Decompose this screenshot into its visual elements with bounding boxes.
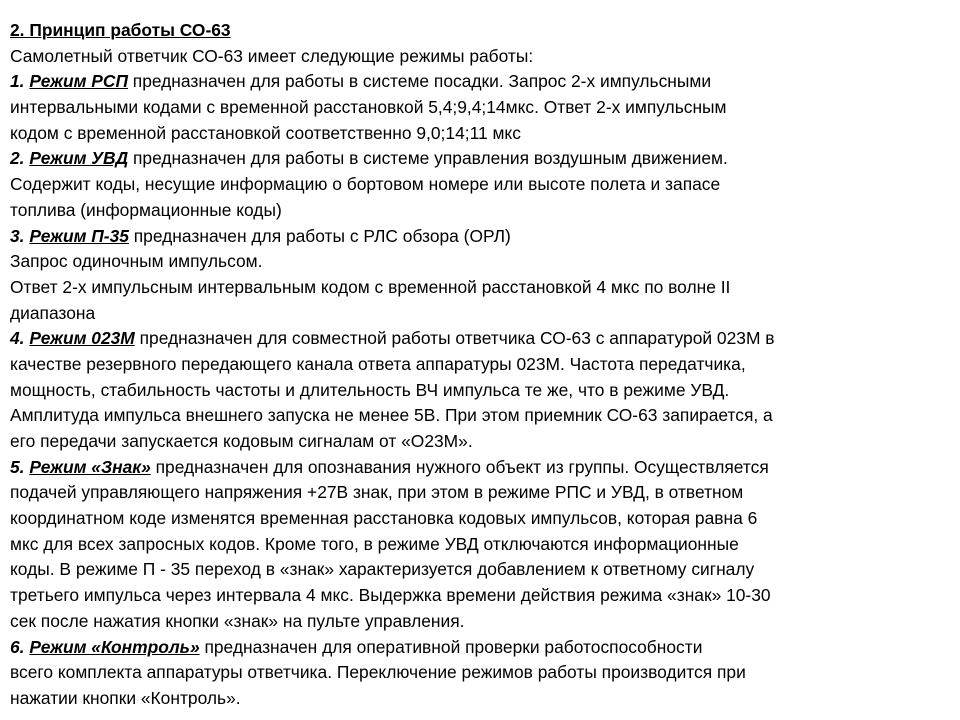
mode-paragraph bbox=[10, 69, 954, 146]
mode-number: 5. bbox=[10, 456, 30, 477]
mode-text-line bbox=[10, 557, 954, 583]
mode-description-text: коды. В режиме П - 35 переход в «знак» характеризуется добавлением к ответному сигналу bbox=[10, 559, 755, 580]
mode-text-line bbox=[10, 95, 954, 121]
mode-name: Режим «Знак» bbox=[29, 456, 151, 477]
mode-first-line bbox=[10, 635, 954, 661]
mode-description-text: мкс для всех запросных кодов. Кроме того, в режиме УВД отключаются информационные bbox=[10, 533, 739, 554]
mode-text-line bbox=[10, 686, 954, 712]
mode-text-line bbox=[10, 172, 954, 198]
mode-number: 3. bbox=[10, 225, 30, 246]
mode-description-text: предназначен для оперативной проверки работоспособности bbox=[199, 636, 703, 657]
mode-text-line bbox=[10, 583, 954, 609]
mode-text-line bbox=[10, 506, 954, 532]
mode-text-line bbox=[10, 403, 954, 429]
mode-name: Режим РСП bbox=[29, 71, 128, 92]
mode-text-line bbox=[10, 275, 954, 301]
mode-text-line bbox=[10, 480, 954, 506]
mode-paragraph bbox=[10, 455, 954, 635]
mode-description-text: всего комплекта аппаратуры ответчика. Переключение режимов работы производится при bbox=[10, 662, 746, 683]
mode-description-text: мощность, стабильность частоты и длительность ВЧ импульса те же, что в режиме УВД. bbox=[10, 379, 730, 400]
mode-description-text: качестве резервного передающего канала ответа аппаратуры 023М. Частота передатчика, bbox=[10, 353, 746, 374]
slide-text-body bbox=[10, 18, 954, 712]
mode-text-line bbox=[10, 660, 954, 686]
mode-text-line bbox=[10, 301, 954, 327]
mode-paragraph bbox=[10, 326, 954, 454]
mode-text-line bbox=[10, 121, 954, 147]
mode-description-text: Ответ 2-х импульсным интервальным кодом с временной расстановкой 4 мкс по волне II bbox=[10, 276, 731, 297]
mode-first-line bbox=[10, 326, 954, 352]
mode-text-line bbox=[10, 609, 954, 635]
mode-description-text: предназначен для работы в системе посадки. Запрос 2-х импульсными bbox=[127, 71, 712, 92]
section-heading bbox=[10, 18, 954, 44]
mode-description-text: Амплитуда импульса внешнего запуска не менее 5В. При этом приемник СО-63 запирается, а bbox=[10, 405, 773, 426]
mode-description-text: подачей управляющего напряжения +27В знак, при этом в режиме РПС и УВД, в ответном bbox=[10, 482, 744, 503]
mode-description-text: предназначен для работы с РЛС обзора (ОРЛ) bbox=[128, 225, 511, 246]
section-heading-text: 2. Принцип работы СО-63 bbox=[10, 20, 231, 40]
modes-list bbox=[10, 69, 954, 711]
mode-paragraph bbox=[10, 224, 954, 327]
mode-text-line bbox=[10, 198, 954, 224]
intro-line bbox=[10, 44, 954, 70]
mode-description-text: третьего импульса через интервала 4 мкс. Выдержка времени действия режима «знак» 10-30 bbox=[10, 585, 771, 606]
mode-description-text: Содержит коды, несущие информацию о бортовом номере или высоте полета и запасе bbox=[10, 174, 721, 195]
mode-first-line bbox=[10, 69, 954, 95]
mode-description-text: нажатии кнопки «Контроль». bbox=[10, 687, 241, 708]
mode-description-text: его передачи запускается кодовым сигналам от «О23М». bbox=[10, 431, 473, 451]
mode-number: 2. bbox=[10, 148, 30, 169]
mode-description-text: топлива (информационные коды) bbox=[10, 199, 282, 220]
mode-description-text: диапазона bbox=[10, 302, 96, 323]
mode-description-text: интервальными кодами с временной расстановкой 5,4;9,4;14мкс. Ответ 2-х импульсным bbox=[10, 97, 727, 118]
mode-text-line bbox=[10, 352, 954, 378]
mode-paragraph bbox=[10, 635, 954, 712]
mode-description-text: сек после нажатия кнопки «знак» на пульте управления. bbox=[10, 610, 465, 631]
mode-first-line bbox=[10, 455, 954, 481]
mode-name: Режим «Контроль» bbox=[29, 636, 200, 657]
mode-text-line bbox=[10, 378, 954, 404]
mode-description-text: Запрос одиночным импульсом. bbox=[10, 251, 263, 272]
mode-name: Режим П-35 bbox=[29, 225, 129, 246]
mode-text-line bbox=[10, 429, 954, 455]
mode-description-text: кодом с временной расстановкой соответственно 9,0;14;11 мкс bbox=[10, 122, 521, 143]
mode-paragraph bbox=[10, 146, 954, 223]
mode-description-text: координатном коде изменятся временная расстановка кодовых импульсов, которая равна 6 bbox=[10, 508, 758, 529]
mode-first-line bbox=[10, 224, 954, 250]
mode-number: 1. bbox=[10, 71, 30, 92]
mode-description-text: предназначен для опознавания нужного объект из группы. Осуществляется bbox=[150, 456, 769, 477]
mode-number: 6. bbox=[10, 636, 30, 657]
mode-text-line bbox=[10, 249, 954, 275]
mode-name: Режим УВД bbox=[29, 148, 129, 169]
mode-description-text: предназначен для работы в системе управления воздушным движением. bbox=[128, 148, 728, 169]
mode-name: Режим 023М bbox=[29, 328, 135, 349]
mode-text-line bbox=[10, 532, 954, 558]
mode-first-line bbox=[10, 146, 954, 172]
mode-number: 4. bbox=[10, 328, 30, 349]
intro-text: Самолетный ответчик СО-63 имеет следующие режимы работы: bbox=[10, 45, 534, 66]
mode-description-text: предназначен для совместной работы ответчика СО-63 с аппаратурой 023М в bbox=[134, 328, 775, 349]
